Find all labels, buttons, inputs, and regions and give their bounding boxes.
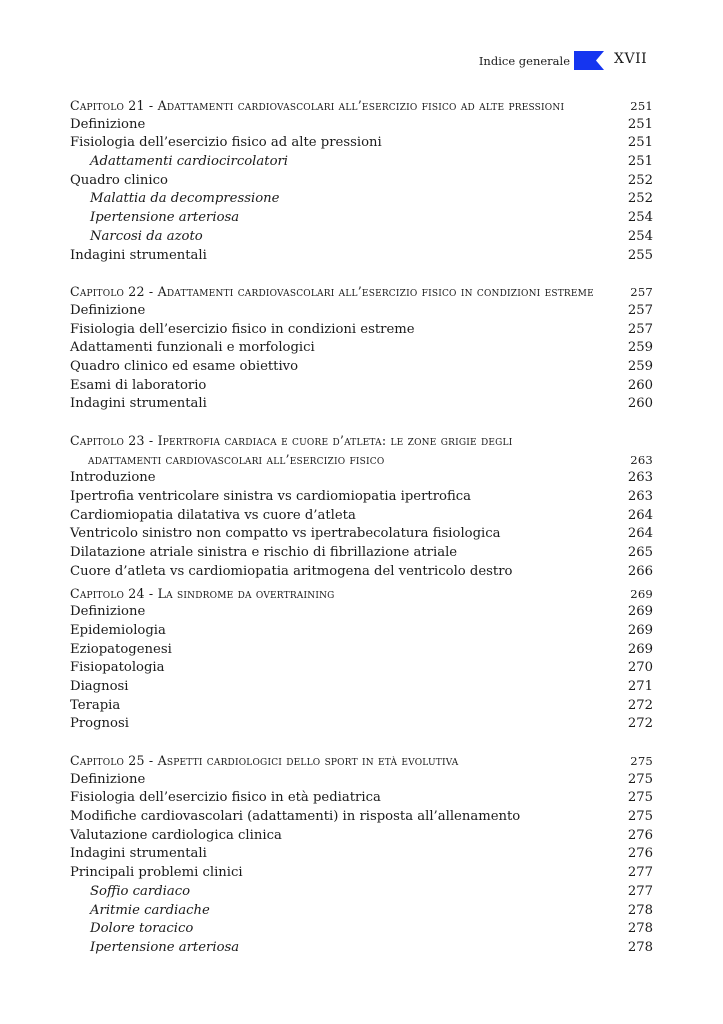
toc-entry-title: Diagnosi xyxy=(70,678,129,694)
chapter-heading-title: Capitolo 23 - Ipertrofia cardiaca e cuore d’atleta: le zone grigie degli xyxy=(70,433,513,448)
toc-entry-page: 275 xyxy=(627,809,653,825)
toc-entry-title: Dilatazione atriale sinistra e rischio di fibrillazione atriale xyxy=(70,545,458,561)
toc-entry-page: 269 xyxy=(627,604,653,620)
toc-subentry-page: 254 xyxy=(627,210,653,226)
toc-entry[interactable] xyxy=(70,134,653,153)
toc-entry-title: Ipertrofia ventricolare sinistra vs cardiomiopatia ipertrofica xyxy=(70,489,472,505)
section-spacer xyxy=(70,734,653,752)
toc-entry-title: Definizione xyxy=(70,302,146,318)
toc-entry-page: 265 xyxy=(627,545,653,561)
chapter-heading-page: 251 xyxy=(630,99,653,113)
toc-subentry-title: Ipertensione arteriosa xyxy=(90,939,240,955)
toc-subentry[interactable] xyxy=(70,939,653,958)
toc-entry[interactable] xyxy=(70,488,653,507)
toc-entry[interactable] xyxy=(70,864,653,883)
toc-entry-page: 257 xyxy=(627,321,653,337)
toc-entry-page: 272 xyxy=(627,716,653,732)
toc-entry-page: 259 xyxy=(627,340,653,356)
chapter-heading-continued-page: 263 xyxy=(630,452,653,467)
toc-entry[interactable] xyxy=(70,845,653,864)
toc-entry[interactable] xyxy=(70,321,653,340)
toc-subentry-title: Aritmie cardiache xyxy=(90,902,210,918)
toc-entry[interactable] xyxy=(70,697,653,716)
toc-entry[interactable] xyxy=(70,827,653,846)
toc-entry-title: Introduzione xyxy=(70,470,156,486)
chapter-heading[interactable] xyxy=(70,752,653,771)
chapter-heading-title: Capitolo 25 - Aspetti cardiologici dello sport in età evolutiva xyxy=(70,753,459,768)
toc-entry-title: Esami di laboratorio xyxy=(70,377,207,393)
toc-entry-title: Indagini strumentali xyxy=(70,846,207,862)
toc-entry[interactable] xyxy=(70,641,653,660)
toc-entry[interactable] xyxy=(70,507,653,526)
toc-subentry-page: 278 xyxy=(627,902,653,918)
toc-entry-title: Epidemiologia xyxy=(70,622,166,638)
toc-entry-title: Adattamenti funzionali e morfologici xyxy=(70,340,315,356)
toc-entry-title: Indagini strumentali xyxy=(70,396,207,412)
toc-entry-page: 260 xyxy=(627,396,653,412)
chapter-heading-title: Capitolo 22 - Adattamenti cardiovascolari all’esercizio fisico in condizioni estreme xyxy=(70,284,594,300)
toc-subentry-page: 254 xyxy=(627,228,653,244)
toc-entry-title: Quadro clinico xyxy=(70,172,168,188)
toc-entry-page: 269 xyxy=(627,622,653,638)
toc-entry-title: Definizione xyxy=(70,771,146,787)
chapter-heading[interactable] xyxy=(70,283,653,302)
toc-subentry-title: Adattamenti cardiocircolatori xyxy=(90,154,289,170)
section-spacer xyxy=(70,414,653,432)
chapter-heading-page: 257 xyxy=(630,285,653,300)
toc-entry[interactable] xyxy=(70,302,653,321)
toc-subentry-page: 252 xyxy=(627,191,653,207)
toc-entry-title: Definizione xyxy=(70,604,146,620)
chapter-heading-continued[interactable] xyxy=(70,451,653,470)
chapter-heading[interactable] xyxy=(70,97,653,116)
page-header xyxy=(0,50,723,72)
toc-entry-title: Terapia xyxy=(70,697,121,713)
toc-entry-title: Valutazione cardiologica clinica xyxy=(70,827,282,843)
toc-entry-title: Prognosi xyxy=(70,716,129,732)
toc-entry-title: Cuore d’atleta vs cardiomiopatia aritmogena del ventricolo destro xyxy=(70,563,513,579)
chapter-heading-page: 269 xyxy=(630,586,653,601)
toc-entry-page: 251 xyxy=(627,135,653,151)
toc-entry[interactable] xyxy=(70,659,653,678)
toc-entry-title: Modifiche cardiovascolari (adattamenti) in risposta all’allenamento xyxy=(70,809,521,825)
toc-entry-page: 276 xyxy=(627,827,653,843)
toc-entry[interactable] xyxy=(70,339,653,358)
toc-subentry[interactable] xyxy=(70,902,653,921)
toc-entry-page: 264 xyxy=(627,507,653,523)
toc-entry-page: 266 xyxy=(627,563,653,579)
toc-entry[interactable] xyxy=(70,622,653,641)
toc-subentry-title: Narcosi da azoto xyxy=(90,228,203,244)
toc-entry-title: Fisiopatologia xyxy=(70,660,165,676)
toc-entry-page: 260 xyxy=(627,377,653,393)
toc-entry-page: 264 xyxy=(627,526,653,542)
toc-entry[interactable] xyxy=(70,469,653,488)
toc-entry-title: Principali problemi clinici xyxy=(70,865,243,881)
toc-subentry-title: Malattia da decompressione xyxy=(90,191,280,207)
toc-entry-page: 251 xyxy=(627,116,653,132)
toc-entry-title: Definizione xyxy=(70,116,146,132)
toc-entry-title: Fisiologia dell’esercizio fisico in condizioni estreme xyxy=(70,321,415,337)
page-number: XVII xyxy=(614,51,648,67)
toc-entry[interactable] xyxy=(70,789,653,808)
toc-entry-title: Indagini strumentali xyxy=(70,247,207,263)
toc-entry[interactable] xyxy=(70,715,653,734)
toc-entry-page: 271 xyxy=(627,678,653,694)
toc-entry-page: 272 xyxy=(627,697,653,713)
toc-entry-page: 252 xyxy=(627,172,653,188)
toc-entry[interactable] xyxy=(70,563,653,582)
toc-subentry[interactable] xyxy=(70,153,653,172)
toc-entry[interactable] xyxy=(70,358,653,377)
toc-subentry[interactable] xyxy=(70,883,653,902)
toc-entry-title: Eziopatogenesi xyxy=(70,641,172,657)
toc-entry-title: Fisiologia dell’esercizio fisico in età pediatrica xyxy=(70,790,381,806)
section-spacer xyxy=(70,265,653,283)
toc-entry[interactable] xyxy=(70,377,653,396)
toc-subentry-page: 277 xyxy=(627,883,653,899)
flag-icon xyxy=(574,51,604,70)
toc-entry-title: Quadro clinico ed esame obiettivo xyxy=(70,358,299,374)
toc-subentry[interactable] xyxy=(70,209,653,228)
toc-entry-page: 270 xyxy=(627,660,653,676)
chapter-heading-title: Capitolo 21 - Adattamenti cardiovascolari all’esercizio fisico ad alte pressioni xyxy=(70,98,565,113)
toc-subentry-page: 278 xyxy=(627,921,653,937)
chapter-heading-title: Capitolo 24 - La sindrome da overtraining xyxy=(70,585,335,601)
toc-entry-page: 276 xyxy=(627,846,653,862)
toc-entry-page: 259 xyxy=(627,358,653,374)
toc-entry[interactable] xyxy=(70,808,653,827)
chapter-heading[interactable] xyxy=(70,585,653,604)
toc-entry-page: 263 xyxy=(627,489,653,505)
toc-entry[interactable] xyxy=(70,395,653,414)
toc-entry-page: 275 xyxy=(627,790,653,806)
toc-entry-page: 277 xyxy=(627,865,653,881)
toc-entry[interactable] xyxy=(70,771,653,790)
toc-entry[interactable] xyxy=(70,678,653,697)
toc-entry-page: 255 xyxy=(627,247,653,263)
toc-entry[interactable] xyxy=(70,247,653,266)
toc-entry-title: Cardiomiopatia dilatativa vs cuore d’atleta xyxy=(70,507,356,523)
toc-subentry-title: Dolore toracico xyxy=(90,921,194,937)
chapter-heading-continued-title: adattamenti cardiovascolari all’esercizio fisico xyxy=(88,451,385,467)
toc-entry[interactable] xyxy=(70,525,653,544)
toc-entry[interactable] xyxy=(70,544,653,563)
toc-subentry[interactable] xyxy=(70,190,653,209)
table-of-contents xyxy=(70,97,653,958)
toc-subentry-title: Ipertensione arteriosa xyxy=(90,210,240,226)
toc-entry[interactable] xyxy=(70,116,653,135)
toc-entry-title: Ventricolo sinistro non compatto vs ipertrabecolatura fisiologica xyxy=(70,526,501,542)
toc-entry[interactable] xyxy=(70,172,653,191)
toc-subentry-page: 251 xyxy=(627,154,653,170)
toc-entry-title: Fisiologia dell’esercizio fisico ad alte pressioni xyxy=(70,135,382,151)
chapter-heading[interactable] xyxy=(70,432,653,451)
toc-entry-page: 275 xyxy=(627,771,653,787)
chapter-heading-page: 275 xyxy=(630,754,653,768)
toc-subentry[interactable] xyxy=(70,228,653,247)
toc-entry[interactable] xyxy=(70,603,653,622)
toc-entry-page: 257 xyxy=(627,302,653,318)
toc-subentry-page: 278 xyxy=(627,939,653,955)
running-header-label: Indice generale xyxy=(478,54,570,68)
toc-entry-page: 269 xyxy=(627,641,653,657)
toc-subentry-title: Soffio cardiaco xyxy=(90,883,191,899)
toc-subentry[interactable] xyxy=(70,920,653,939)
toc-entry-page: 263 xyxy=(627,470,653,486)
